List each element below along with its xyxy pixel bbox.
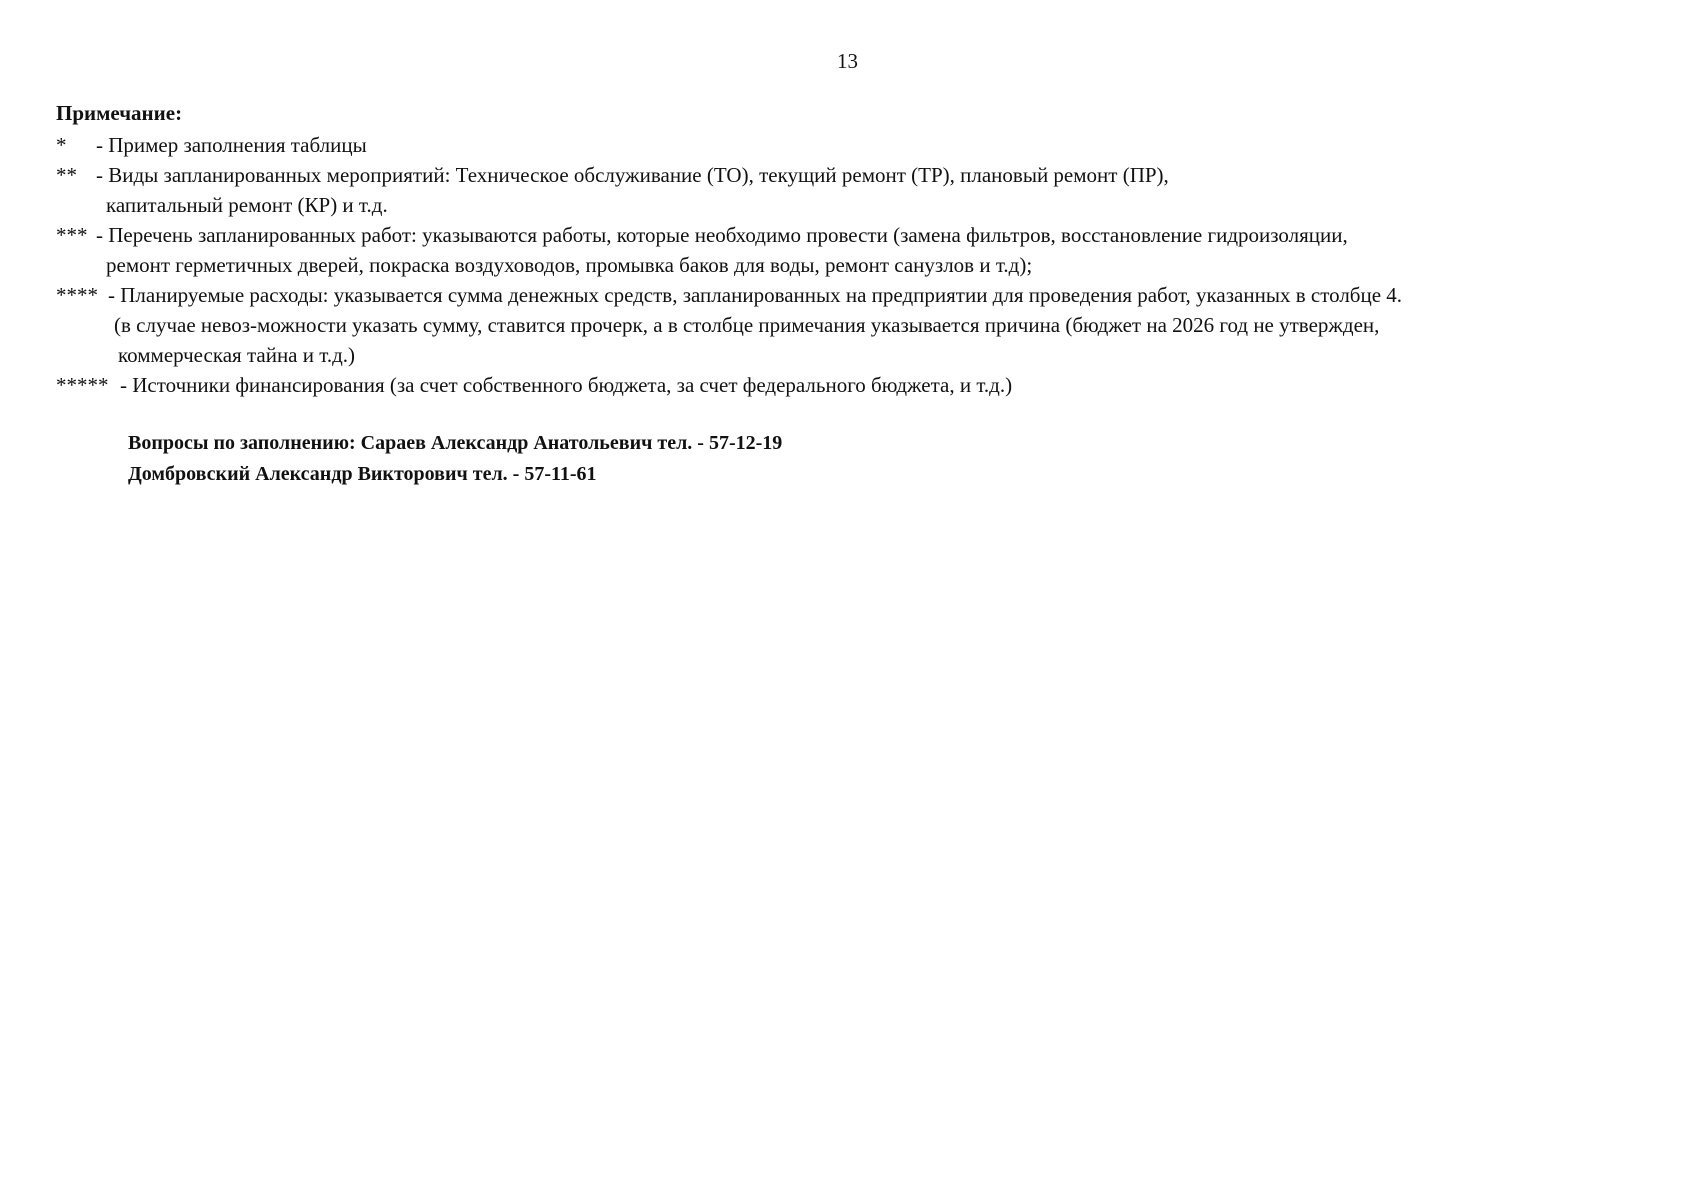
note-text: - Виды запланированных мероприятий: Техническое обслуживание (ТО), текущий ремонт (ТР), плановый ремонт (ПР), (96, 163, 1169, 187)
note-item-2 (56, 160, 1656, 190)
note-item-3-continuation: ремонт герметичных дверей, покраска воздуховодов, промывка баков для воды, ремонт санузлов и т.д); (106, 253, 1033, 277)
note-text: - Источники финансирования (за счет собственного бюджета, за счет федерального бюджета, и т.д.) (120, 373, 1013, 397)
note-item-2-continuation: капитальный ремонт (КР) и т.д. (106, 193, 388, 217)
note-text: - Планируемые расходы: указывается сумма денежных средств, запланированных на предприятии для проведения работ, указанных в столбце 4. (108, 283, 1403, 307)
note-marker: ** (56, 163, 77, 187)
contacts-block (128, 428, 782, 490)
contact-line-1: Вопросы по заполнению: Сараев Александр Анатольевич тел. - 57-12-19 (128, 432, 783, 454)
note-marker: ***** (56, 373, 109, 397)
note-item-3 (56, 220, 1656, 250)
notes-title: Примечание: (56, 101, 183, 125)
note-item-5 (56, 370, 1656, 400)
note-item-4-continuation: (в случае невоз-можности указать сумму, ставится прочерк, а в столбце примечания указывается причина (бюджет на 2026 год не утвержден, (114, 313, 1380, 337)
contact-line-2: Домбровский Александр Викторович тел. - 57-11-61 (128, 463, 597, 485)
note-item-1 (56, 130, 1656, 160)
note-marker: *** (56, 223, 88, 247)
note-item-4-continuation: коммерческая тайна и т.д.) (118, 343, 356, 367)
note-item-4 (56, 280, 1656, 310)
note-marker: * (56, 133, 67, 157)
note-text: - Пример заполнения таблицы (96, 133, 367, 157)
notes-section (56, 98, 1656, 400)
page-number: 13 (837, 49, 858, 73)
note-text: - Перечень запланированных работ: указываются работы, которые необходимо провести (замена фильтров, восстановление гидроизоляции, (96, 223, 1348, 247)
note-marker: **** (56, 283, 98, 307)
